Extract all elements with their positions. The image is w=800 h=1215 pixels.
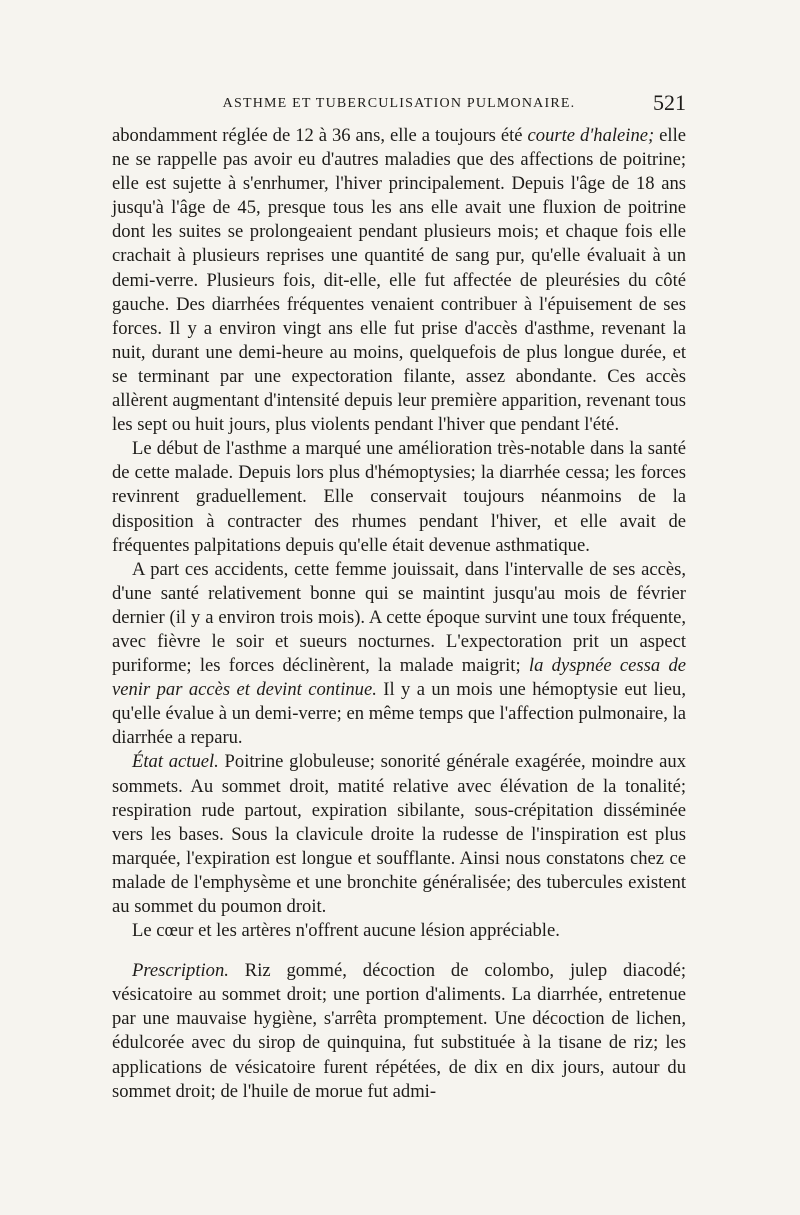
- paragraph-prescription: [112, 959, 686, 1104]
- paragraph-etat-actuel: [112, 750, 686, 919]
- text-span: Poitrine globuleuse; sonorité générale exagérée, moindre aux sommets. Au sommet droit, matité relative avec élévation de la tonalité; respiration rude partout, expiration sibilante, sous-crépitation disséminée vers les bases. Sous la clavicule droite la rudesse de l'inspiration est plus marquée, l'expiration est longue et soufflante. Ainsi nous constatons chez ce malade de l'emphysème et une bronchite généralisée; des tubercules existent au sommet du poumon droit.: [112, 751, 686, 917]
- text-span: Il y a un mois une hémoptysie eut lieu, qu'elle évalue à un demi-verre; en même temps que l'affection pulmonaire, la diarrhée a reparu.: [112, 679, 686, 749]
- page-number: 521: [653, 90, 686, 115]
- paragraph-history: [112, 124, 686, 437]
- italic-phrase: courte d'haleine;: [527, 125, 655, 146]
- text-span: Le cœur et les artères n'offrent aucune lésion appréciable.: [132, 920, 560, 942]
- paragraph-asthma-onset: [112, 437, 686, 557]
- italic-phrase: la dyspnée cessa de venir par accès et devint continue.: [112, 655, 686, 701]
- text-body: [112, 124, 686, 1104]
- text-span: elle ne se rappelle pas avoir eu d'autres maladies que des affections de poitrine; elle est sujette à s'enrhumer, l'hiver principalement. Depuis l'âge de 18 ans jusqu'à l'âge de 45, presque tous les ans elle avait une fluxion de poitrine dont les suites se prolongeaient pendant plusieurs mois; et chaque fois elle crachait à plusieurs reprises une quantité de sang pur, qu'elle évaluait à un demi-verre. Plusieurs fois, dit-elle, elle fut affectée de pleurésies du côté gauche. Des diarrhées fréquentes venaient contribuer à l'épuisement de ses forces. Il y a environ vingt ans elle fut prise d'accès d'asthme, revenant la nuit, durant une demi-heure au moins, quelquefois de plus longue durée, et se terminant par une expectoration filante, assez abondante. Ces accès allèrent augmentant d'intensité depuis leur première apparition, revenant tous les sept ou huit jours, plus violents pendant l'hiver que pendant l'été.: [112, 125, 687, 436]
- text-span: abondamment réglée de 12 à 36 ans, elle a toujours été: [112, 125, 528, 146]
- section-label: Prescription.: [132, 960, 229, 982]
- running-title: ASTHME ET TUBERCULISATION PULMONAIRE.: [222, 96, 576, 111]
- text-span: Riz gommé, décoction de colombo, julep diacodé; vésicatoire au sommet droit; une portion d'aliments. La diarrhée, entretenue par une mauvaise hygiène, s'arrêta promptement. Une décoction de lichen, édulcorée avec du sirop de quinquina, fut substituée à la tisane de riz; les applications de vésicatoire furent répétées, de dix en dix jours, autour du sommet droit; de l'huile de morue fut admi-: [112, 960, 686, 1102]
- paragraph-heart: [112, 919, 686, 943]
- running-head: [112, 90, 686, 120]
- paragraph-decline: [112, 558, 686, 751]
- text-span: A part ces accidents, cette femme jouissait, dans l'intervalle de ses accès, d'une santé relativement bonne qui se maintint jusqu'au mois de février dernier (il y a environ trois mois). A cette époque survint une toux fréquente, avec fièvre le soir et sueurs nocturnes. L'expectoration prit un aspect puriforme; les forces déclinèrent, la malade maigrit;: [112, 558, 686, 677]
- text-span: Le début de l'asthme a marqué une amélioration très-notable dans la santé de cette malade. Depuis lors plus d'hémoptysies; la diarrhée cessa; les forces revinrent graduellement. Elle conservait toujours néanmoins de la disposition à contracter des rhumes pendant l'hiver, et elle avait de fréquentes palpitations depuis qu'elle était devenue asthmatique.: [112, 438, 686, 556]
- section-label: État actuel.: [132, 751, 219, 773]
